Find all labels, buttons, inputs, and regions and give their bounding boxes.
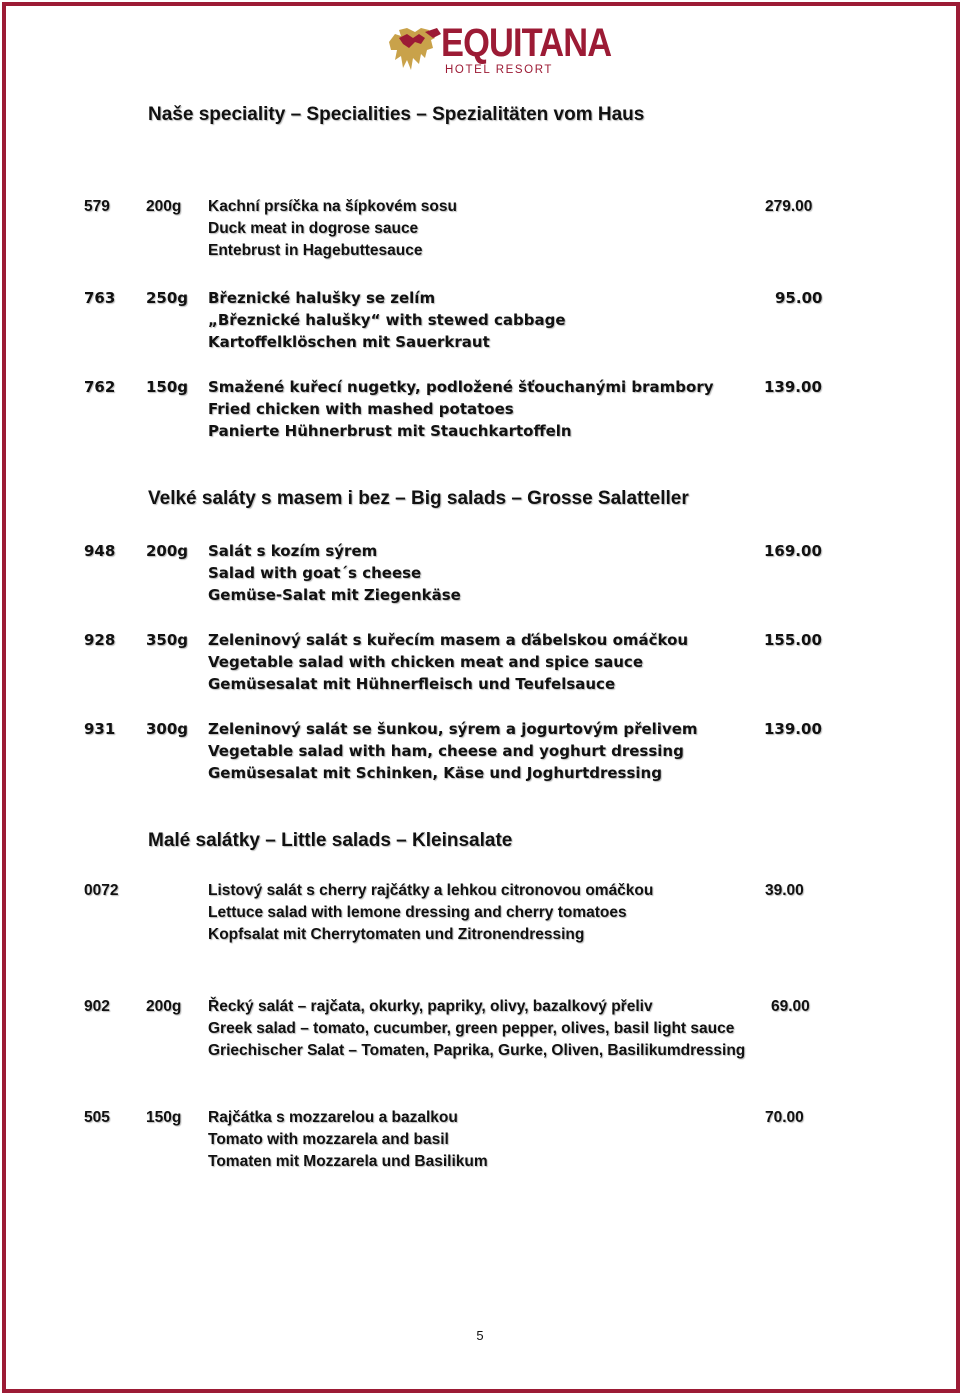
horse-logo-icon [385, 24, 443, 76]
item-name-de: Kopfsalat mit Cherrytomaten und Zitronendressing [208, 926, 585, 943]
item-weight: 150g [146, 1109, 182, 1126]
section-title-little-salads: Malé salátky – Little salads – Kleinsalate [148, 830, 513, 851]
item-name-en: Vegetable salad with chicken meat and spice sauce [208, 653, 643, 671]
item-name-en: Greek salad – tomato, cucumber, green pepper, olives, basil light sauce [208, 1020, 735, 1037]
item-code: 902 [84, 998, 110, 1015]
item-name-cz: Rajčátka s mozzarelou a bazalkou [208, 1109, 458, 1126]
item-name-cz: Březnické halušky se zelím [208, 289, 436, 307]
item-name-de: Gemüse-Salat mit Ziegenkäse [208, 586, 461, 604]
item-name-de: Griechischer Salat – Tomaten, Paprika, Gurke, Oliven, Basilikumdressing [208, 1042, 746, 1059]
item-price: 39.00 [765, 882, 804, 899]
item-name-en: Lettuce salad with lemone dressing and cherry tomatoes [208, 904, 627, 921]
section-title-specialities: Naše speciality – Specialities – Spezialitäten vom Haus [148, 104, 645, 125]
item-price: 139.00 [764, 720, 822, 738]
item-weight: 350g [146, 631, 189, 649]
item-weight: 200g [146, 198, 182, 215]
item-name-cz: Smažené kuřecí nugetky, podložené šťouchanými brambory [208, 378, 714, 396]
logo-wordmark: EQUITANA [441, 21, 612, 65]
item-name-en: Tomato with mozzarela and basil [208, 1131, 449, 1148]
item-price: 95.00 [775, 289, 823, 307]
item-price: 70.00 [765, 1109, 804, 1126]
item-name-en: Salad with goat´s cheese [208, 564, 422, 582]
item-code: 931 [84, 720, 116, 738]
item-weight: 200g [146, 542, 189, 560]
item-name-cz: Salát s kozím sýrem [208, 542, 378, 560]
item-name-de: Kartoffelklöschen mit Sauerkraut [208, 333, 490, 351]
item-weight: 300g [146, 720, 189, 738]
logo-subtitle: HOTEL RESORT [445, 64, 554, 76]
item-code: 0072 [84, 882, 119, 899]
item-price: 155.00 [764, 631, 822, 649]
item-code: 763 [84, 289, 116, 307]
item-weight: 150g [146, 378, 189, 396]
item-code: 948 [84, 542, 116, 560]
hotel-logo [385, 20, 612, 78]
item-price: 139.00 [764, 378, 822, 396]
item-name-en: Vegetable salad with ham, cheese and yoghurt dressing [208, 742, 684, 760]
item-name-de: Gemüsesalat mit Hühnerfleisch und Teufelsauce [208, 675, 616, 693]
item-weight: 250g [146, 289, 189, 307]
item-name-cz: Listový salát s cherry rajčátky a lehkou citronovou omáčkou [208, 882, 654, 899]
section-title-big-salads: Velké saláty s masem i bez – Big salads – Grosse Salatteller [148, 488, 689, 509]
item-weight: 200g [146, 998, 182, 1015]
item-code: 505 [84, 1109, 110, 1126]
item-price: 69.00 [771, 998, 810, 1015]
item-name-cz: Kachní prsíčka na šípkovém sosu [208, 198, 457, 215]
item-name-de: Gemüsesalat mit Schinken, Käse und Joghurtdressing [208, 764, 662, 782]
item-name-en: Fried chicken with mashed potatoes [208, 400, 514, 418]
item-code: 579 [84, 198, 110, 215]
item-name-en: „Březnické halušky“ with stewed cabbage [208, 311, 566, 329]
item-name-de: Entebrust in Hagebuttesauce [208, 242, 423, 259]
item-name-cz: Řecký salát – rajčata, okurky, papriky, olivy, bazalkový přeliv [208, 998, 653, 1015]
item-code: 928 [84, 631, 116, 649]
item-name-en: Duck meat in dogrose sauce [208, 220, 419, 237]
item-name-cz: Zeleninový salát se šunkou, sýrem a jogurtovým přelivem [208, 720, 698, 738]
page-number: 5 [476, 1328, 484, 1343]
item-price: 169.00 [764, 542, 822, 560]
item-name-de: Panierte Hühnerbrust mit Stauchkartoffeln [208, 422, 572, 440]
item-name-de: Tomaten mit Mozzarela und Basilikum [208, 1153, 488, 1170]
item-code: 762 [84, 378, 116, 396]
item-price: 279.00 [765, 198, 813, 215]
item-name-cz: Zeleninový salát s kuřecím masem a ďábelskou omáčkou [208, 631, 689, 649]
